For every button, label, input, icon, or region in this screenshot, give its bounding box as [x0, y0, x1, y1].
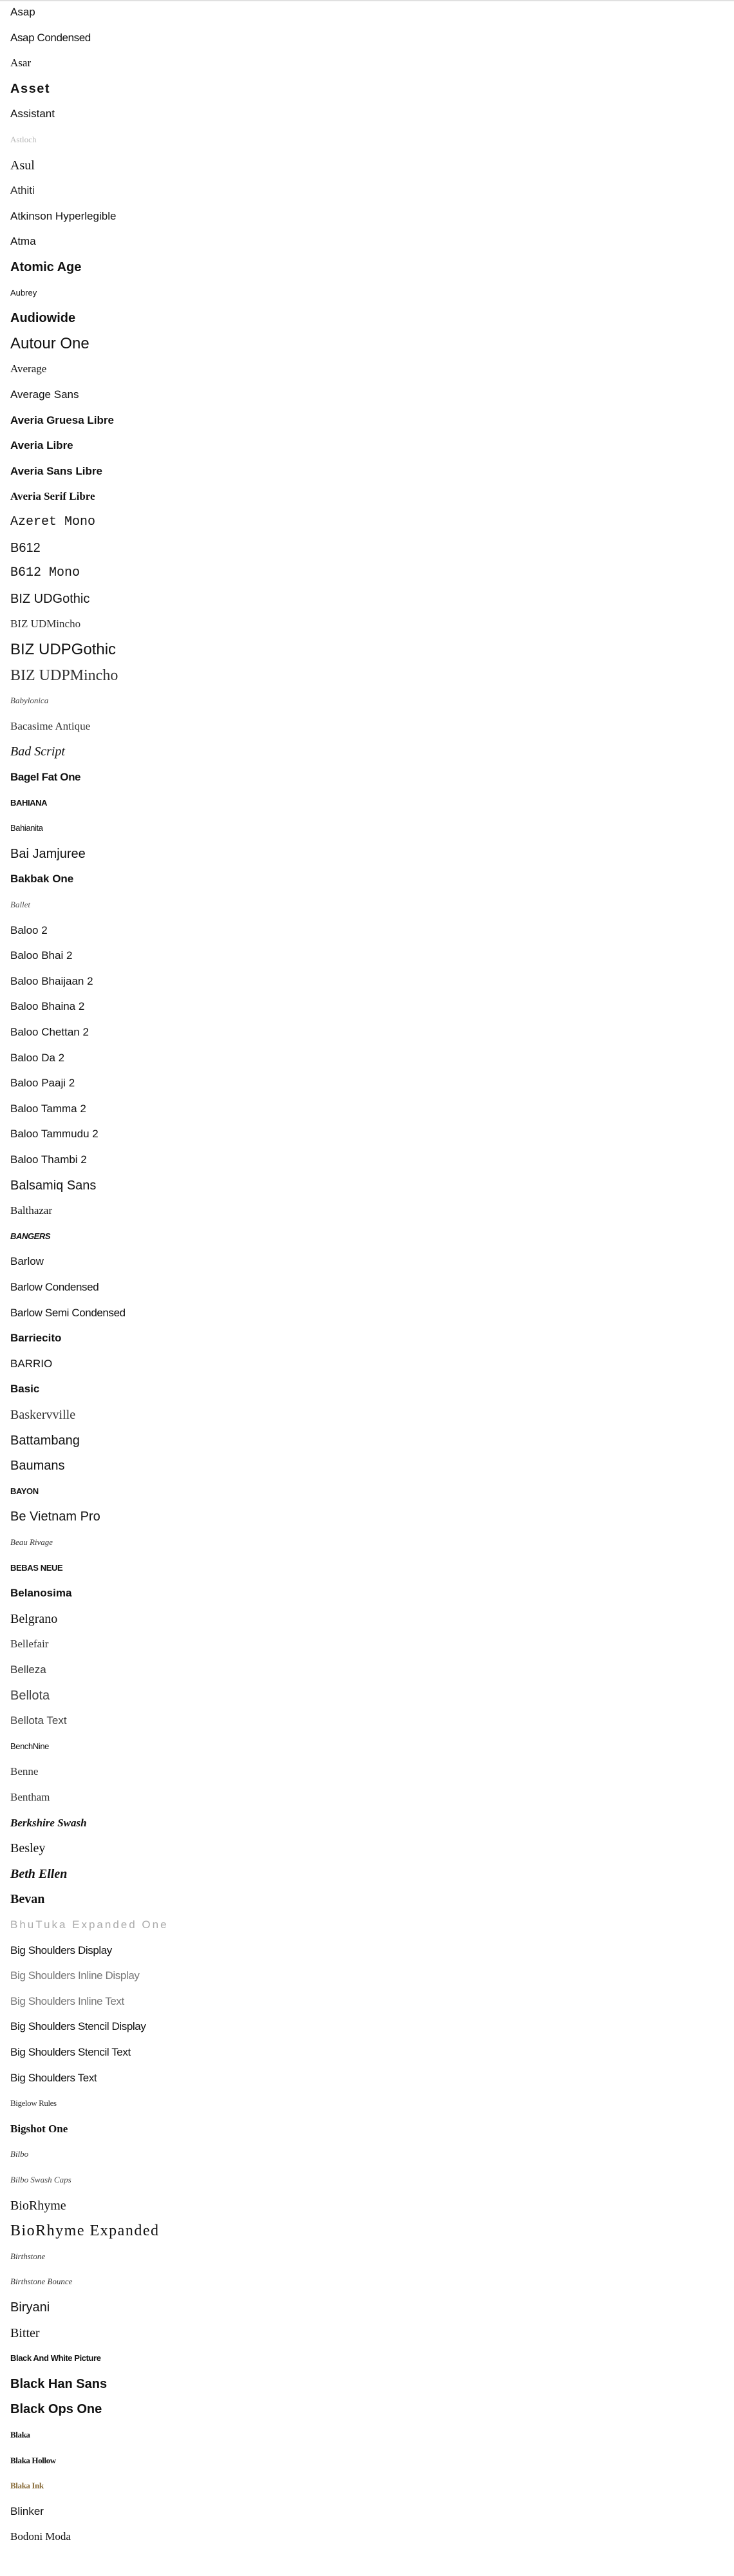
font-item[interactable]: Big Shoulders Text	[10, 2071, 97, 2084]
font-item[interactable]: BARRIO	[10, 1357, 53, 1370]
font-item[interactable]: BhuTuka Expanded One	[10, 1918, 169, 1931]
font-item[interactable]: Blinker	[10, 2505, 44, 2517]
font-item[interactable]: Big Shoulders Inline Display	[10, 1969, 140, 1982]
font-item[interactable]: Atkinson Hyperlegible	[10, 209, 117, 222]
font-item[interactable]: Barlow Semi Condensed	[10, 1306, 126, 1319]
font-item[interactable]: BIZ UDMincho	[10, 618, 81, 630]
font-item[interactable]: BANGERS	[10, 1231, 51, 1241]
font-item[interactable]: Bellota Text	[10, 1714, 67, 1727]
font-item[interactable]: Birthstone	[10, 2251, 46, 2261]
font-item[interactable]: Bodoni Moda	[10, 2530, 71, 2543]
font-item[interactable]: Baloo Bhaijaan 2	[10, 974, 93, 987]
font-item[interactable]: B612 Mono	[10, 565, 80, 581]
font-item[interactable]: Asset	[10, 81, 50, 96]
font-item[interactable]: Barlow Condensed	[10, 1281, 99, 1293]
font-item[interactable]: Berkshire Swash	[10, 1816, 87, 1829]
font-item[interactable]: Asul	[10, 158, 35, 173]
font-item[interactable]: Beau Rivage	[10, 1537, 53, 1547]
font-item[interactable]: Big Shoulders Stencil Text	[10, 2046, 131, 2058]
font-item[interactable]: Averia Libre	[10, 439, 73, 452]
font-item[interactable]: Barlow	[10, 1255, 44, 1268]
font-item[interactable]: BAYON	[10, 1486, 39, 1496]
font-item[interactable]: Bigelow Rules	[10, 2098, 57, 2108]
font-item[interactable]: Bai Jamjuree	[10, 846, 86, 861]
font-item[interactable]: Beth Ellen	[10, 1866, 68, 1881]
font-item[interactable]: Belanosima	[10, 1587, 72, 1600]
font-item[interactable]: Be Vietnam Pro	[10, 1510, 100, 1524]
font-item[interactable]: Assistant	[10, 108, 55, 120]
font-item[interactable]: Babylonica	[10, 696, 49, 706]
font-item[interactable]: Bilbo	[10, 2149, 29, 2159]
font-item[interactable]: Birthstone Bounce	[10, 2277, 73, 2287]
font-item[interactable]: BEBAS NEUE	[10, 1562, 63, 1573]
font-item[interactable]: Bad Script	[10, 744, 65, 759]
font-item[interactable]: Baloo Paaji 2	[10, 1077, 75, 1090]
font-item[interactable]: Averia Sans Libre	[10, 464, 102, 477]
font-item[interactable]: Blaka Ink	[10, 2481, 44, 2491]
font-item[interactable]: Bitter	[10, 2325, 40, 2340]
font-item[interactable]: Battambang	[10, 1433, 80, 1448]
font-item[interactable]: Biryani	[10, 2300, 50, 2315]
font-item[interactable]: Black Ops One	[10, 2402, 102, 2417]
font-item[interactable]: Bellota	[10, 1688, 50, 1703]
font-item[interactable]: BenchNine	[10, 1741, 49, 1751]
font-item[interactable]: Big Shoulders Display	[10, 1944, 112, 1956]
font-item[interactable]: Barriecito	[10, 1332, 62, 1345]
font-item[interactable]: Bentham	[10, 1791, 50, 1803]
font-item[interactable]: Blaka	[10, 2430, 30, 2439]
font-item[interactable]: Astloch	[10, 135, 37, 144]
font-item[interactable]: Atma	[10, 235, 36, 248]
font-item[interactable]: Bevan	[10, 1892, 45, 1907]
font-item[interactable]: Belgrano	[10, 1611, 58, 1626]
font-item[interactable]: Big Shoulders Stencil Display	[10, 2020, 146, 2033]
font-item[interactable]: Bakbak One	[10, 873, 74, 886]
font-item[interactable]: Balsamiq Sans	[10, 1178, 97, 1193]
font-item[interactable]: Balthazar	[10, 1204, 53, 1217]
font-item[interactable]: BAHIANA	[10, 797, 48, 808]
font-item[interactable]: Baloo Thambi 2	[10, 1153, 87, 1166]
font-item[interactable]: Baloo Bhai 2	[10, 949, 73, 962]
font-item[interactable]: Bellefair	[10, 1638, 49, 1651]
font-item[interactable]: Athiti	[10, 184, 35, 197]
font-item[interactable]: Atomic Age	[10, 260, 82, 274]
font-item[interactable]: Blaka Hollow	[10, 2455, 56, 2465]
font-item[interactable]: Black And White Picture	[10, 2353, 101, 2363]
font-item[interactable]: Bacasime Antique	[10, 719, 91, 732]
font-item[interactable]: Asap Condensed	[10, 31, 91, 44]
font-item[interactable]: Bilbo Swash Caps	[10, 2175, 71, 2184]
font-item[interactable]: Belleza	[10, 1663, 46, 1676]
font-item[interactable]: Bahianita	[10, 823, 43, 833]
font-item[interactable]: BIZ UDPGothic	[10, 641, 117, 658]
font-item[interactable]: Black Han Sans	[10, 2376, 108, 2391]
font-item[interactable]: Besley	[10, 1841, 46, 1856]
font-item[interactable]: Autour One	[10, 334, 89, 352]
font-item[interactable]: Audiowide	[10, 311, 76, 326]
font-item[interactable]: BioRhyme	[10, 2198, 66, 2213]
font-item[interactable]: BIZ UDPMincho	[10, 667, 118, 684]
font-item[interactable]: Baumans	[10, 1459, 65, 1473]
font-item[interactable]: Basic	[10, 1383, 40, 1396]
font-item[interactable]: Asap	[10, 6, 35, 18]
font-item[interactable]: BioRhyme Expanded	[10, 2222, 160, 2240]
font-item[interactable]: Ballet	[10, 900, 31, 909]
font-item[interactable]: Baloo Chettan 2	[10, 1026, 89, 1038]
font-item[interactable]: BIZ UDGothic	[10, 591, 90, 606]
font-item[interactable]: Baskervville	[10, 1408, 76, 1422]
font-item[interactable]: Averia Serif Libre	[10, 490, 95, 503]
font-item[interactable]: Average	[10, 363, 47, 375]
font-item[interactable]: Azeret Mono	[10, 515, 96, 529]
font-item[interactable]: Baloo Bhaina 2	[10, 1000, 85, 1013]
font-item[interactable]: Benne	[10, 1765, 39, 1778]
font-item[interactable]: Baloo Tammudu 2	[10, 1128, 99, 1141]
font-item[interactable]: Bigshot One	[10, 2122, 68, 2135]
font-item[interactable]: Baloo 2	[10, 923, 48, 936]
font-item[interactable]: Baloo Tamma 2	[10, 1102, 86, 1115]
font-item[interactable]: Averia Gruesa Libre	[10, 413, 114, 426]
font-item[interactable]: Baloo Da 2	[10, 1051, 65, 1064]
font-item[interactable]: Average Sans	[10, 388, 79, 401]
font-item[interactable]: Bagel Fat One	[10, 771, 81, 783]
font-item[interactable]: Aubrey	[10, 287, 37, 298]
font-item[interactable]: B612	[10, 540, 41, 555]
font-item[interactable]: Big Shoulders Inline Text	[10, 1994, 124, 2007]
font-item[interactable]: Asar	[10, 57, 32, 70]
